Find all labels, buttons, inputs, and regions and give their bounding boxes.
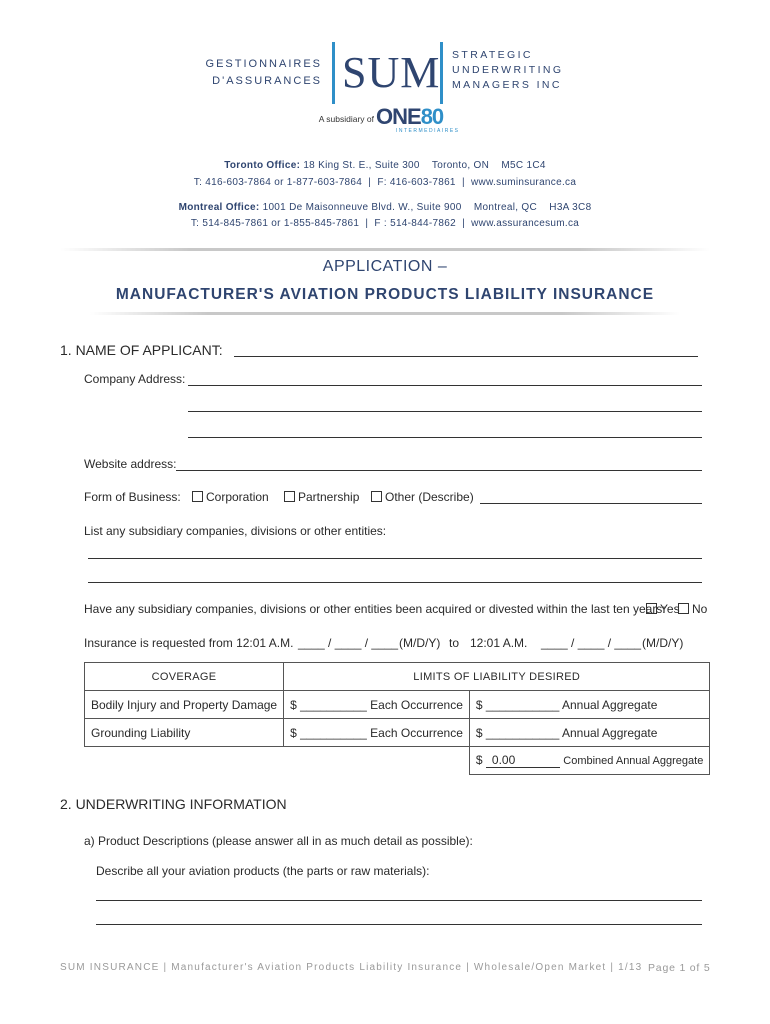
- expiry-date-field[interactable]: ____ / ____ / ____: [541, 636, 642, 650]
- montreal-label: Montreal Office:: [178, 202, 260, 213]
- logo-right-line3: MANAGERS INC: [452, 79, 562, 91]
- applicant-name-field[interactable]: [234, 356, 698, 357]
- combined-prefix: $: [475, 753, 483, 767]
- describe-products-label: Describe all your aviation products (the parts or raw materials):: [96, 864, 430, 878]
- toronto-office: [0, 160, 770, 171]
- logo-left-text: [200, 56, 322, 90]
- annual-aggregate-field[interactable]: $ ___________ Annual Aggregate: [469, 691, 709, 719]
- header-coverage: COVERAGE: [85, 663, 284, 691]
- other-label: Other (Describe): [385, 490, 474, 504]
- subsidiaries-field-2[interactable]: [88, 582, 702, 583]
- other-option[interactable]: [371, 490, 474, 504]
- table-row: [85, 719, 710, 747]
- other-describe-field[interactable]: [480, 503, 702, 504]
- montreal-contact: T: 514-845-7861 or 1-855-845-7861 | F : 514-844-7862 | www.assurancesum.ca: [190, 218, 580, 229]
- insurance-to-label: 12:01 A.M.: [470, 636, 528, 650]
- company-address-field-3[interactable]: [188, 437, 702, 438]
- partnership-label: Partnership: [298, 490, 360, 504]
- header-divider: [60, 248, 710, 251]
- describe-products-field-1[interactable]: [96, 900, 702, 901]
- yes-option[interactable]: [646, 602, 680, 616]
- parent-logo-one: ONE: [376, 104, 421, 129]
- title-divider: [90, 312, 680, 315]
- section2-heading: 2. UNDERWRITING INFORMATION: [60, 796, 287, 812]
- header-limits: LIMITS OF LIABILITY DESIRED: [284, 663, 710, 691]
- section1-heading: 1. NAME OF APPLICANT:: [60, 342, 223, 358]
- parent-logo: [376, 104, 443, 130]
- logo-right-line2: UNDERWRITING: [452, 64, 564, 76]
- yes-label: Yes: [660, 602, 680, 616]
- parent-logo-sub: INTERMEDIAIRES: [396, 128, 460, 134]
- product-descriptions-label: a) Product Descriptions (please answer all in as much detail as possible):: [84, 834, 473, 848]
- combined-aggregate-cell: [469, 747, 709, 775]
- page-number: Page 1 of 5: [648, 962, 711, 974]
- effective-date-format: (M/D/Y): [399, 636, 441, 650]
- yes-checkbox[interactable]: [646, 603, 657, 614]
- combined-label: Combined Annual Aggregate: [563, 755, 704, 767]
- montreal-address: 1001 De Maisonneuve Blvd. W., Suite 900 Montreal, QC H3A 3C8: [262, 202, 592, 213]
- coverage-name: Grounding Liability: [85, 719, 284, 747]
- acquired-question: Have any subsidiary companies, divisions or other entities been acquired or divested within the last ten years:: [84, 602, 666, 616]
- empty-cell: [85, 747, 284, 775]
- website-label: Website address:: [84, 457, 177, 471]
- toronto-label: Toronto Office:: [224, 160, 301, 171]
- corporation-checkbox[interactable]: [192, 491, 203, 502]
- title-line1: APPLICATION –: [322, 258, 448, 275]
- subsidiary-text: A subsidiary of: [318, 114, 374, 124]
- parent-logo-80: 80: [420, 104, 444, 129]
- corporation-option[interactable]: [192, 490, 269, 504]
- title-line2: MANUFACTURER'S AVIATION PRODUCTS LIABILITY INSURANCE: [115, 286, 655, 303]
- footer-text: SUM INSURANCE | Manufacturer's Aviation Products Liability Insurance | Wholesale/Open Market | 1/13: [60, 962, 643, 973]
- subsidiaries-label: List any subsidiary companies, divisions or other entities:: [84, 524, 387, 538]
- effective-date-field[interactable]: ____ / ____ / ____: [298, 636, 399, 650]
- company-address-field-2[interactable]: [188, 411, 702, 412]
- logo-divider-right: [440, 42, 443, 104]
- company-address-field-1[interactable]: [188, 385, 702, 386]
- company-address-label: Company Address:: [84, 372, 186, 386]
- combined-value-field[interactable]: 0.00: [486, 753, 560, 768]
- other-checkbox[interactable]: [371, 491, 382, 502]
- annual-aggregate-field[interactable]: $ ___________ Annual Aggregate: [469, 719, 709, 747]
- expiry-date-format: (M/D/Y): [642, 636, 684, 650]
- partnership-option[interactable]: [284, 490, 359, 504]
- no-option[interactable]: [678, 602, 707, 616]
- table-header-row: [85, 663, 710, 691]
- logo-divider-left: [332, 42, 335, 104]
- toronto-address: 18 King St. E., Suite 300 Toronto, ON M5C 1C4: [303, 160, 546, 171]
- table-row: [85, 691, 710, 719]
- combined-row: [85, 747, 710, 775]
- no-label: No: [692, 602, 708, 616]
- logo-left-line1: GESTIONNAIRES: [205, 58, 322, 70]
- coverage-name: Bodily Injury and Property Damage: [85, 691, 284, 719]
- logo-left-line2: D'ASSURANCES: [212, 75, 322, 87]
- toronto-contact: T: 416-603-7864 or 1-877-603-7864 | F: 416-603-7861 | www.suminsurance.ca: [193, 177, 577, 188]
- logo-sum: SUM: [342, 48, 441, 97]
- describe-products-field-2[interactable]: [96, 924, 702, 925]
- montreal-office: [0, 202, 770, 213]
- logo-right-text: [452, 48, 563, 93]
- no-checkbox[interactable]: [678, 603, 689, 614]
- logo-right-line1: STRATEGIC: [452, 49, 533, 61]
- partnership-checkbox[interactable]: [284, 491, 295, 502]
- to-label: to: [449, 636, 460, 650]
- empty-cell: [284, 747, 470, 775]
- corporation-label: Corporation: [206, 490, 269, 504]
- website-field[interactable]: [176, 470, 702, 471]
- subsidiaries-field-1[interactable]: [88, 558, 702, 559]
- each-occurrence-field[interactable]: $ __________ Each Occurrence: [284, 719, 470, 747]
- form-of-business-label: Form of Business:: [84, 490, 181, 504]
- insurance-from-label: Insurance is requested from 12:01 A.M.: [84, 636, 294, 650]
- coverage-table: [84, 662, 710, 775]
- each-occurrence-field[interactable]: $ __________ Each Occurrence: [284, 691, 470, 719]
